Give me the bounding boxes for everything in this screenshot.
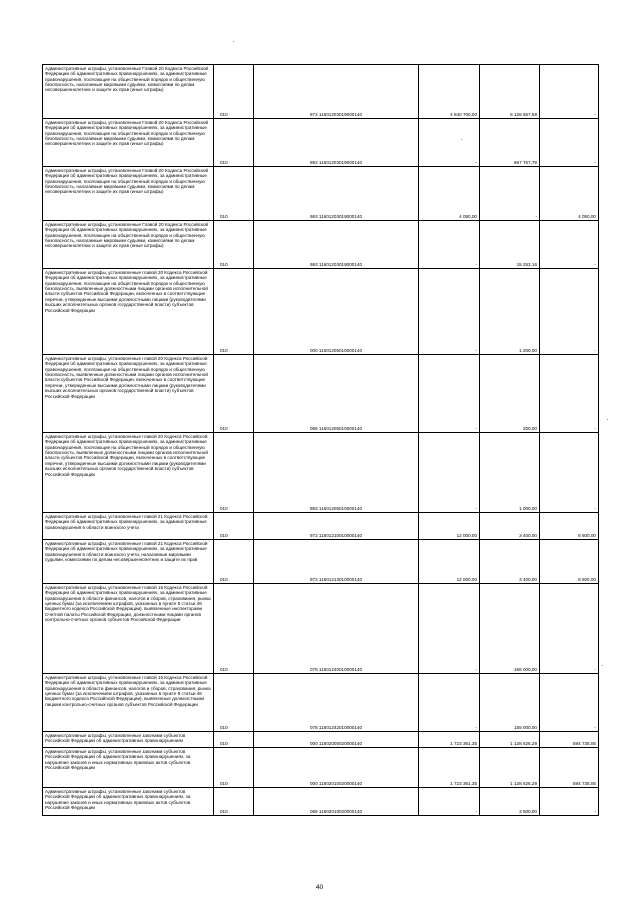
budget-classification-code-cell: 000 11601205010000140: [254, 269, 419, 355]
approved-amount-cell: -: [419, 355, 480, 433]
unexecuted-amount-cell: -: [540, 65, 599, 119]
approved-amount-cell: -: [419, 674, 480, 732]
line-code-cell: 010: [214, 513, 254, 540]
indicator-name-cell: Административные штрафы, установленные главой 21 Кодекса Российской Федерации об административных правонарушениях, за административные правонарушения в области воинского учета, налагаемые мировыми судьями, комиссиями по делам несовершеннолетних и защите их прав: [43, 540, 214, 584]
executed-amount-cell: 667 767,79: [480, 119, 540, 167]
executed-amount-cell: 3 400,00: [480, 540, 540, 584]
executed-amount-cell: 200,00: [480, 355, 540, 433]
budget-classification-code-cell: 982 11601203019000140: [254, 119, 419, 167]
line-code-cell: 010: [214, 119, 254, 167]
indicator-name-cell: Административные штрафы, установленные главой 15 Кодекса Российской Федерации об административных правонарушениях, за административные правонарушения в области финансов, налогов и сборов, страхования, рынка ценных бумаг (за исключением штрафов, указанных в пункте 6 статьи 46 Бюджетного кодекса Российской Федерации), выявленные инспекторами Счетной палаты Российской Федерации, должностными лицами органов контрольно-счетных органов субъектов Российской Федерации: [43, 584, 214, 674]
table-row: [43, 788, 599, 816]
table-row: [43, 65, 599, 119]
table-row: [43, 584, 599, 674]
budget-classification-code-cell: 078 11601242010000140: [254, 674, 419, 732]
indicator-name-cell: Административные штрафы, установленные главой 20 Кодекса Российской Федерации об административных правонарушениях, за административные правонарушения, посягающие на общественный порядок и общественную безопасность, выявленные должностными лицами органов исполнительной власти субъектов Российской Федерации, включенных в соответствующие перечни, утвержденные высшими должностными лицами (руководителями высших исполнительных органов государственной власти) субъектов Российской Федерации: [43, 433, 214, 513]
approved-amount-cell: 12 000,00: [419, 540, 480, 584]
indicator-name-cell: Административные штрафы, установленные законами субъектов Российской Федерации об административных правонарушениях, за нарушение законов и иных нормативных правовых актов субъектов Российской Федерации: [43, 748, 214, 788]
line-code-cell: 010: [214, 748, 254, 788]
unexecuted-amount-cell: 8 600,00: [540, 513, 599, 540]
executed-amount-cell: 3 400,00: [480, 513, 540, 540]
indicator-name-cell: Административные штрафы, установленные законами субъектов Российской Федерации об административных правонарушениях: [43, 732, 214, 748]
scan-speck: [607, 419, 608, 420]
approved-amount-cell: 4 840 700,00: [419, 65, 480, 119]
unexecuted-amount-cell: -: [540, 269, 599, 355]
budget-classification-code-cell: 993 11601205010000140: [254, 433, 419, 513]
table-row: [43, 119, 599, 167]
executed-amount-cell: 15 253,16: [480, 221, 540, 269]
unexecuted-amount-cell: -: [540, 221, 599, 269]
indicator-name-cell: Административные штрафы, установленные главой 20 Кодекса Российской Федерации об административных правонарушениях, за административные правонарушения, посягающие на общественный порядок и общественную безопасность, выявленные должностными лицами органов исполнительной власти субъектов Российской Федерации, включенных в соответствующие перечни, утвержденные высшими должностными лицами (руководителями высших исполнительных органов государственной власти) субъектов Российской Федерации: [43, 269, 214, 355]
table-row: [43, 433, 599, 513]
table-body: [43, 65, 599, 816]
scan-speck: [233, 41, 234, 42]
indicator-name-cell: Административные штрафы, установленные Главой 20 Кодекса Российской Федерации об административных правонарушениях, за административные правонарушения, посягающие на общественный порядок и общественную безопасность, налагаемые мировыми судьями, комиссиями по делам несовершеннолетних и защите их прав (иные штрафы): [43, 65, 214, 119]
budget-classification-code-cell: 972 11601210010000140: [254, 513, 419, 540]
scan-speck: [461, 139, 462, 140]
executed-amount-cell: 1 128 626,29: [480, 732, 540, 748]
table-row: [43, 167, 599, 221]
executed-amount-cell: 1 128 626,29: [480, 748, 540, 788]
approved-amount-cell: -: [419, 584, 480, 674]
approved-amount-cell: -: [419, 433, 480, 513]
line-code-cell: 010: [214, 433, 254, 513]
unexecuted-amount-cell: -: [540, 355, 599, 433]
unexecuted-amount-cell: 8 600,00: [540, 540, 599, 584]
executed-amount-cell: 1 000,00: [480, 433, 540, 513]
unexecuted-amount-cell: -: [540, 119, 599, 167]
approved-amount-cell: 1 723 361,35: [419, 748, 480, 788]
indicator-name-cell: Административные штрафы, установленные главой 15 Кодекса Российской Федерации об административных правонарушениях, за административные правонарушения в области финансов, налогов и сборов, страхования, рынка ценных бумаг (за исключением штрафов, указанных в пункте 6 статьи 46 Бюджетного кодекса Российской Федерации), выявленные должностными лицами контрольно-счетных органов субъектов Российской Федерации: [43, 674, 214, 732]
executed-amount-cell: 5 128 657,59: [480, 65, 540, 119]
budget-classification-code-cell: 983 11601203019000140: [254, 167, 419, 221]
unexecuted-amount-cell: 4 050,00: [540, 167, 599, 221]
executed-amount-cell: 155 000,00: [480, 674, 540, 732]
approved-amount-cell: 4 050,00: [419, 167, 480, 221]
line-code-cell: 010: [214, 167, 254, 221]
budget-classification-code-cell: 000 11602000020000140: [254, 732, 419, 748]
indicator-name-cell: Административные штрафы, установленные Главой 20 Кодекса Российской Федерации об административных правонарушениях, за административные правонарушения, посягающие на общественный порядок и общественную безопасность, налагаемые мировыми судьями, комиссиями по делам несовершеннолетних и защите их прав (иные штрафы): [43, 167, 214, 221]
line-code-cell: 010: [214, 788, 254, 816]
budget-classification-code-cell: 972 11601213010000140: [254, 540, 419, 584]
table-row: [43, 221, 599, 269]
unexecuted-amount-cell: -: [540, 433, 599, 513]
indicator-name-cell: Административные штрафы, установленные Главой 20 Кодекса Российской Федерации об административных правонарушениях, за административные правонарушения, посягающие на общественный порядок и общественную безопасность, налагаемые мировыми судьями, комиссиями по делам несовершеннолетних и защите их прав (иные штрафы): [43, 221, 214, 269]
table-row: [43, 540, 599, 584]
budget-classification-code-cell: 078 11601240010000140: [254, 584, 419, 674]
table-row: [43, 513, 599, 540]
line-code-cell: 010: [214, 65, 254, 119]
approved-amount-cell: 1 723 361,35: [419, 732, 480, 748]
budget-classification-code-cell: 993 11601203019000140: [254, 221, 419, 269]
page-number: 40: [315, 884, 324, 891]
budget-classification-code-cell: 000 11602010020000140: [254, 748, 419, 788]
indicator-name-cell: Административные штрафы, установленные Главой 20 Кодекса Российской Федерации об административных правонарушениях, за административные правонарушения, посягающие на общественный порядок и общественную безопасность, налагаемые мировыми судьями, комиссиями по делам несовершеннолетних и защите их прав (иные штрафы): [43, 119, 214, 167]
executed-amount-cell: 155 000,00: [480, 584, 540, 674]
approved-amount-cell: -: [419, 221, 480, 269]
unexecuted-amount-cell: 594 735,06: [540, 732, 599, 748]
line-code-cell: 010: [214, 221, 254, 269]
indicator-name-cell: Административные штрафы, установленные законами субъектов Российской Федерации об административных правонарушениях, за нарушение законов и иных нормативных правовых актов субъектов Российской Федерации: [43, 788, 214, 816]
line-code-cell: 010: [214, 584, 254, 674]
budget-classification-code-cell: 068 11601205010000140: [254, 355, 419, 433]
table-row: [43, 355, 599, 433]
unexecuted-amount-cell: -: [540, 584, 599, 674]
table-row: [43, 269, 599, 355]
line-code-cell: 010: [214, 355, 254, 433]
approved-amount-cell: -: [419, 119, 480, 167]
executed-amount-cell: -: [480, 167, 540, 221]
line-code-cell: 010: [214, 269, 254, 355]
line-code-cell: 010: [214, 674, 254, 732]
approved-amount-cell: -: [419, 269, 480, 355]
table-row: [43, 674, 599, 732]
indicator-name-cell: Административные штрафы, установленные главой 20 Кодекса Российской Федерации об административных правонарушениях, за административные правонарушения, посягающие на общественный порядок и общественную безопасность, выявленные должностными лицами органов исполнительной власти субъектов Российской Федерации, включенных в соответствующие перечни, утвержденные высшими должностными лицами (руководителями высших исполнительных органов государственной власти) субъектов Российской Федерации: [43, 355, 214, 433]
unexecuted-amount-cell: -: [540, 674, 599, 732]
budget-classification-code-cell: 972 11601203019000140: [254, 65, 419, 119]
approved-amount-cell: 12 000,00: [419, 513, 480, 540]
indicator-name-cell: Административные штрафы, установленные главой 21 Кодекса Российской Федерации об административных правонарушениях, за административные правонарушения в области воинского учета: [43, 513, 214, 540]
unexecuted-amount-cell: 594 735,06: [540, 748, 599, 788]
unexecuted-amount-cell: -: [540, 788, 599, 816]
scan-speck: [602, 665, 603, 666]
line-code-cell: 010: [214, 540, 254, 584]
line-code-cell: 010: [214, 732, 254, 748]
budget-classification-code-cell: 068 11602010020000140: [254, 788, 419, 816]
executed-amount-cell: 3 500,00: [480, 788, 540, 816]
table-row: [43, 732, 599, 748]
executed-amount-cell: 1 200,00: [480, 269, 540, 355]
budget-revenue-table: [42, 64, 599, 816]
table-row: [43, 748, 599, 788]
approved-amount-cell: -: [419, 788, 480, 816]
